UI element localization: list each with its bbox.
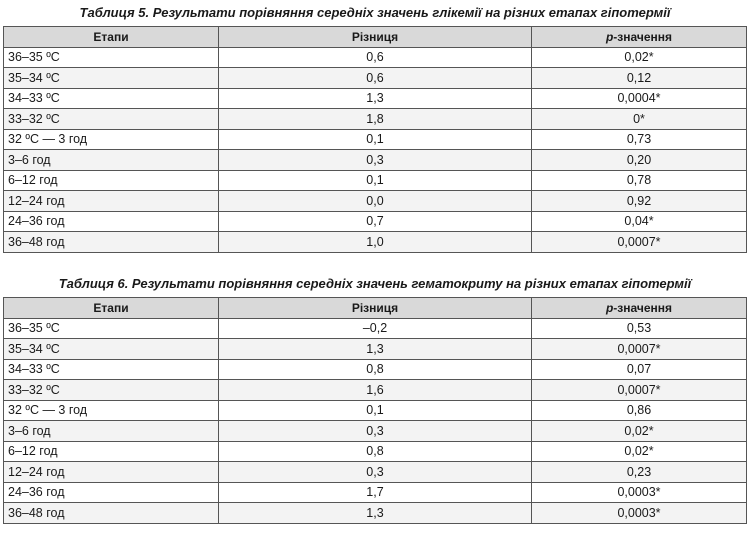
table-row (4, 68, 747, 89)
table-row (4, 421, 747, 442)
table-row (4, 339, 747, 360)
difference-column-header: Різниця (219, 27, 532, 48)
difference-cell: 1,0 (219, 232, 532, 253)
stage-column-header: Етапи (4, 27, 219, 48)
p-value-cell: 0,02* (532, 441, 747, 462)
stage-cell: 33–32 ºС (4, 109, 219, 130)
difference-cell: 0,3 (219, 150, 532, 171)
p-value-cell: 0,02* (532, 421, 747, 442)
stage-cell: 36–35 ºС (4, 318, 219, 339)
difference-cell: 0,8 (219, 441, 532, 462)
stage-cell: 3–6 год (4, 421, 219, 442)
difference-cell: 1,3 (219, 503, 532, 524)
table6-body (4, 318, 747, 523)
table-row (4, 380, 747, 401)
table-row (4, 232, 747, 253)
difference-column-header: Різниця (219, 298, 532, 319)
table-row (4, 47, 747, 68)
stage-cell: 35–34 ºС (4, 68, 219, 89)
stage-cell: 36–48 год (4, 232, 219, 253)
table-row (4, 482, 747, 503)
difference-cell: 0,6 (219, 68, 532, 89)
p-value-cell: 0,0004* (532, 88, 747, 109)
table-row (4, 150, 747, 171)
difference-cell: 0,6 (219, 47, 532, 68)
p-value-cell: 0,53 (532, 318, 747, 339)
table-row (4, 191, 747, 212)
p-value-cell: 0,78 (532, 170, 747, 191)
difference-cell: 1,6 (219, 380, 532, 401)
p-value-cell: 0,0007* (532, 232, 747, 253)
p-value-cell: 0,0007* (532, 339, 747, 360)
stage-cell: 24–36 год (4, 211, 219, 232)
difference-cell: 0,8 (219, 359, 532, 380)
table-row (4, 211, 747, 232)
stage-cell: 33–32 ºС (4, 380, 219, 401)
p-value-cell: 0,04* (532, 211, 747, 232)
stage-cell: 34–33 ºС (4, 88, 219, 109)
p-value-column-header (532, 27, 747, 48)
glycemia-table (3, 26, 747, 253)
stage-cell: 36–35 ºС (4, 47, 219, 68)
p-value-cell: 0,0003* (532, 482, 747, 503)
p-value-cell: 0,12 (532, 68, 747, 89)
p-value-cell: 0,23 (532, 462, 747, 483)
p-letter: p (605, 300, 614, 315)
table5-caption: Таблиця 5. Результати порівняння середніх значень глікемії на різних етапах гіпотермії (79, 5, 671, 20)
difference-cell: 1,3 (219, 339, 532, 360)
table5-body (4, 47, 747, 252)
table6-caption: Таблиця 6. Результати порівняння середніх значень гематокриту на різних етапах гіпотермії (58, 276, 692, 291)
stage-cell: 6–12 год (4, 170, 219, 191)
table-row (4, 359, 747, 380)
p-value-cell: 0,86 (532, 400, 747, 421)
p-value-cell: 0* (532, 109, 747, 130)
stage-cell: 3–6 год (4, 150, 219, 171)
difference-cell: 0,1 (219, 170, 532, 191)
p-value-column-header (532, 298, 747, 319)
stage-cell: 34–33 ºС (4, 359, 219, 380)
stage-cell: 35–34 ºС (4, 339, 219, 360)
stage-cell: 32 ºС — 3 год (4, 400, 219, 421)
difference-cell: 1,3 (219, 88, 532, 109)
table-row (4, 129, 747, 150)
table-row (4, 441, 747, 462)
table-row (4, 318, 747, 339)
difference-cell: 0,3 (219, 462, 532, 483)
p-value-cell: 0,0007* (532, 380, 747, 401)
p-letter: p (605, 29, 614, 44)
difference-cell: 0,1 (219, 129, 532, 150)
difference-cell: 0,7 (219, 211, 532, 232)
p-suffix: -значення (613, 300, 673, 315)
difference-cell: 0,0 (219, 191, 532, 212)
table-row (4, 400, 747, 421)
difference-cell: –0,2 (219, 318, 532, 339)
p-value-cell: 0,02* (532, 47, 747, 68)
p-value-cell: 0,0003* (532, 503, 747, 524)
stage-column-header: Етапи (4, 298, 219, 319)
p-suffix: -значення (613, 29, 673, 44)
p-value-cell: 0,92 (532, 191, 747, 212)
difference-cell: 1,7 (219, 482, 532, 503)
stage-cell: 12–24 год (4, 191, 219, 212)
stage-cell: 36–48 год (4, 503, 219, 524)
difference-cell: 1,8 (219, 109, 532, 130)
table-row (4, 170, 747, 191)
table-row (4, 109, 747, 130)
difference-cell: 0,3 (219, 421, 532, 442)
stage-cell: 6–12 год (4, 441, 219, 462)
table-row (4, 503, 747, 524)
stage-cell: 24–36 год (4, 482, 219, 503)
stage-cell: 12–24 год (4, 462, 219, 483)
stage-cell: 32 ºС — 3 год (4, 129, 219, 150)
p-value-cell: 0,07 (532, 359, 747, 380)
table-header-row (4, 27, 747, 48)
table-row (4, 88, 747, 109)
difference-cell: 0,1 (219, 400, 532, 421)
table-row (4, 462, 747, 483)
p-value-cell: 0,73 (532, 129, 747, 150)
table-header-row (4, 298, 747, 319)
hematocrit-table (3, 297, 747, 524)
p-value-cell: 0,20 (532, 150, 747, 171)
